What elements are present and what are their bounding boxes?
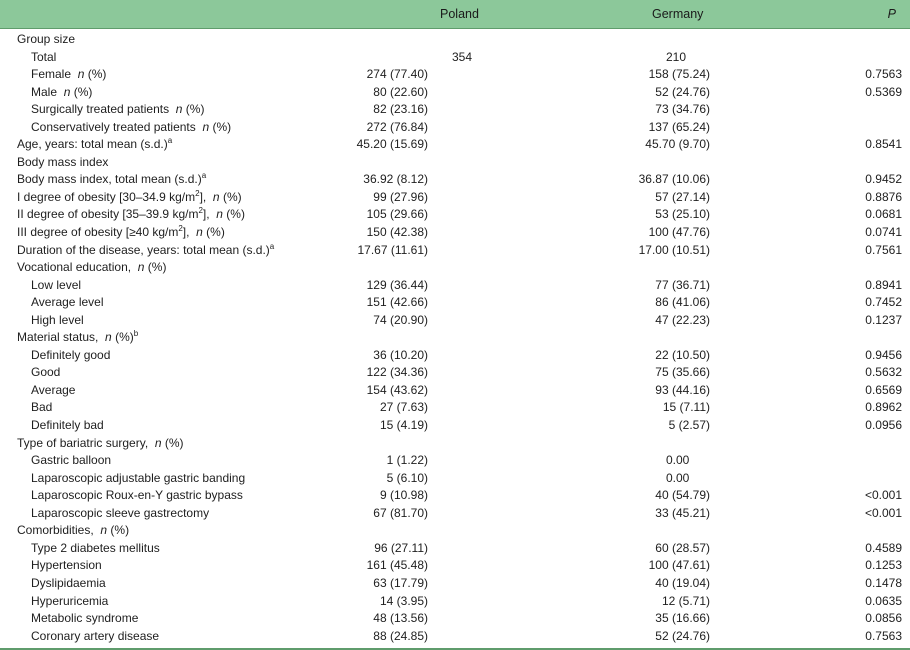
cell-poland: 17.67 (11.61) xyxy=(357,242,428,257)
cell-poland: 9 (10.98) xyxy=(379,488,428,503)
cell-p-value: 0.7452 xyxy=(865,295,902,310)
row-label-text: Total xyxy=(31,49,57,64)
row-label-text: Good xyxy=(31,365,61,380)
row-label xyxy=(31,471,245,485)
cell-p-value: 0.5369 xyxy=(865,84,902,99)
footnote-marker: a xyxy=(269,241,275,251)
cell-p-value: 0.0856 xyxy=(865,611,902,626)
row-label xyxy=(31,400,52,414)
row-label-text: Dyslipidaemia xyxy=(31,575,106,590)
cell-p-value: 0.0741 xyxy=(865,225,902,240)
table-row xyxy=(0,398,910,416)
cell-germany: 210 xyxy=(666,49,687,64)
row-label xyxy=(31,541,160,555)
table-row xyxy=(0,434,910,452)
cell-germany: 33 (45.21) xyxy=(655,505,710,520)
cell-p-value: 0.9456 xyxy=(865,347,902,362)
cell-germany: 77 (36.71) xyxy=(655,277,710,292)
table-row xyxy=(0,311,910,329)
cell-germany: 35 (16.66) xyxy=(655,611,710,626)
table-row xyxy=(0,469,910,487)
cell-germany: 45.70 (9.70) xyxy=(645,137,710,152)
table-row xyxy=(0,118,910,136)
cell-poland: 48 (13.56) xyxy=(373,611,428,626)
row-label xyxy=(31,611,138,625)
row-label-tail: ], xyxy=(182,225,190,240)
cell-p-value: 0.7563 xyxy=(865,628,902,643)
row-label-text: Definitely good xyxy=(31,347,111,362)
cell-germany: 15 (7.11) xyxy=(662,400,710,415)
cell-p-value: 0.7563 xyxy=(865,67,902,82)
table-row xyxy=(0,135,910,153)
row-label-text: Gastric balloon xyxy=(31,453,112,468)
n-percent-label: n (%) xyxy=(154,435,184,450)
cell-p-value: 0.0635 xyxy=(865,593,902,608)
row-label xyxy=(31,629,159,643)
row-label-text: Type 2 diabetes mellitus xyxy=(31,540,160,555)
row-label xyxy=(31,488,243,502)
row-label xyxy=(31,85,92,99)
cell-poland: 67 (81.70) xyxy=(373,505,428,520)
row-label xyxy=(31,295,104,309)
row-label-text: Group size xyxy=(17,32,76,46)
n-percent-label: n (%) xyxy=(212,189,242,204)
row-label-text: Average xyxy=(31,382,76,397)
cell-p-value: 0.8941 xyxy=(865,277,902,292)
row-label-text: Hypertension xyxy=(31,558,102,573)
cell-germany: 12 (5.71) xyxy=(661,593,710,608)
row-label xyxy=(31,365,60,379)
row-label xyxy=(17,243,274,257)
n-percent-label: n (%) xyxy=(175,102,205,117)
table-header xyxy=(0,0,910,29)
row-label-text: Female xyxy=(31,67,72,82)
cell-germany: 47 (22.23) xyxy=(655,312,710,327)
cell-poland: 151 (42.66) xyxy=(366,295,428,310)
cell-p-value: 0.0956 xyxy=(865,418,902,433)
row-label xyxy=(31,102,204,116)
cell-poland: 36 (10.20) xyxy=(373,347,428,362)
cell-p-value: 0.6569 xyxy=(865,382,902,397)
cell-p-value: 0.5632 xyxy=(865,365,902,380)
table-row xyxy=(0,627,910,645)
row-label-text: Coronary artery disease xyxy=(31,628,160,643)
row-label xyxy=(17,523,129,537)
unit-superscript: 2 xyxy=(198,206,203,216)
cell-poland: 154 (43.62) xyxy=(366,382,428,397)
row-label-text: Conservatively treated patients xyxy=(31,119,196,134)
row-label xyxy=(31,453,111,467)
cell-poland: 96 (27.11) xyxy=(374,540,428,555)
n-percent-label: n (%) xyxy=(77,67,107,82)
cell-poland: 129 (36.44) xyxy=(366,277,428,292)
row-label-tail: ], xyxy=(199,189,207,204)
cell-poland: 45.20 (15.69) xyxy=(356,137,428,152)
cell-poland: 63 (17.79) xyxy=(373,575,428,590)
column-header-germany: Germany xyxy=(652,7,704,21)
cell-poland: 150 (42.38) xyxy=(366,225,428,240)
table-row xyxy=(0,609,910,627)
row-label xyxy=(17,436,184,450)
row-label-text: Type of bariatric surgery, xyxy=(17,435,149,450)
table-row xyxy=(0,153,910,171)
cell-germany: 57 (27.14) xyxy=(655,189,710,204)
table-row xyxy=(0,100,910,118)
row-label-text: Body mass index xyxy=(17,154,109,169)
cell-poland: 122 (34.36) xyxy=(366,365,428,380)
row-label-text: Laparoscopic Roux-en-Y gastric bypass xyxy=(31,488,243,503)
row-label xyxy=(31,576,106,590)
row-label xyxy=(17,137,172,151)
table-row xyxy=(0,574,910,592)
table-row xyxy=(0,170,910,188)
cell-germany: 60 (28.57) xyxy=(655,540,710,555)
table-row xyxy=(0,521,910,539)
cell-p-value: 0.8876 xyxy=(865,189,902,204)
cell-poland: 27 (7.63) xyxy=(379,400,428,415)
row-label xyxy=(31,558,102,572)
cell-p-value: 0.1478 xyxy=(865,575,902,590)
n-percent-label: n (%) xyxy=(63,84,93,99)
cell-germany: 53 (25.10) xyxy=(655,207,710,222)
row-label-text: Metabolic syndrome xyxy=(31,611,139,626)
row-label xyxy=(17,32,75,46)
table-row xyxy=(0,451,910,469)
cell-poland: 105 (29.66) xyxy=(366,207,428,222)
cell-p-value: <0.001 xyxy=(864,505,902,520)
cell-germany: 0.00 xyxy=(666,453,690,468)
cell-p-value: 0.4589 xyxy=(865,540,902,555)
row-label-text: Surgically treated patients xyxy=(31,102,170,117)
cell-germany: 0.00 xyxy=(666,470,690,485)
cell-germany: 158 (75.24) xyxy=(648,67,710,82)
cell-germany: 100 (47.76) xyxy=(648,225,710,240)
cell-poland: 5 (6.10) xyxy=(386,470,428,485)
cell-poland: 272 (76.84) xyxy=(366,119,428,134)
row-label-text: High level xyxy=(31,312,84,327)
row-label-text: Hyperuricemia xyxy=(31,593,109,608)
cell-poland: 88 (24.85) xyxy=(373,628,428,643)
table-row xyxy=(0,346,910,364)
cell-p-value: 0.8962 xyxy=(865,400,902,415)
cell-poland: 161 (45.48) xyxy=(366,558,428,573)
table-row xyxy=(0,65,910,83)
row-label xyxy=(17,225,225,239)
table-row xyxy=(0,539,910,557)
table-row xyxy=(0,486,910,504)
cell-germany: 73 (34.76) xyxy=(655,102,710,117)
table-row xyxy=(0,188,910,206)
cell-germany: 137 (65.24) xyxy=(648,119,710,134)
row-label xyxy=(31,594,108,608)
table-body xyxy=(0,29,910,644)
cell-germany: 17.00 (10.51) xyxy=(638,242,710,257)
table-row xyxy=(0,328,910,346)
cell-poland: 82 (23.16) xyxy=(373,102,428,117)
table-row xyxy=(0,592,910,610)
row-label xyxy=(31,120,231,134)
column-header-poland: Poland xyxy=(440,7,479,21)
cell-poland: 99 (27.96) xyxy=(373,189,428,204)
table-row xyxy=(0,48,910,66)
row-label-text: Laparoscopic adjustable gastric banding xyxy=(31,470,246,485)
row-label xyxy=(31,278,81,292)
cell-germany: 5 (2.57) xyxy=(668,418,710,433)
row-label xyxy=(17,260,166,274)
table-row xyxy=(0,504,910,522)
row-label-text: Comorbidities, xyxy=(17,523,94,538)
table-row xyxy=(0,30,910,48)
cell-germany: 36.87 (10.06) xyxy=(638,172,710,187)
cell-poland: 80 (22.60) xyxy=(373,84,428,99)
n-percent-label: n (%) xyxy=(137,260,167,275)
cell-germany: 75 (35.66) xyxy=(655,365,710,380)
row-label xyxy=(31,50,56,64)
row-label-text: Average level xyxy=(31,295,104,310)
table-row xyxy=(0,381,910,399)
cell-poland: 14 (3.95) xyxy=(379,593,428,608)
row-label-text: Laparoscopic sleeve gastrectomy xyxy=(31,505,210,520)
table-row xyxy=(0,293,910,311)
row-label-text: Material status, xyxy=(17,330,99,345)
cell-germany: 22 (10.50) xyxy=(655,347,710,362)
cell-p-value: 0.1253 xyxy=(865,558,902,573)
n-percent-label: n (%) xyxy=(196,225,225,240)
table-row xyxy=(0,416,910,434)
cell-germany: 52 (24.76) xyxy=(655,84,710,99)
row-label xyxy=(17,155,108,169)
table-row xyxy=(0,556,910,574)
row-label xyxy=(31,383,75,397)
row-label-text: Low level xyxy=(31,277,82,292)
row-label xyxy=(31,67,106,81)
row-label-tail: ], xyxy=(202,207,210,222)
row-label-text: I degree of obesity [30–34.9 kg/m xyxy=(17,189,196,204)
n-percent-label: n (%) xyxy=(105,330,134,345)
cell-germany: 100 (47.61) xyxy=(648,558,710,573)
row-label xyxy=(31,418,104,432)
cell-poland: 1 (1.22) xyxy=(386,453,428,468)
row-label xyxy=(17,207,245,221)
cell-poland: 15 (4.19) xyxy=(379,418,428,433)
cell-germany: 40 (54.79) xyxy=(655,488,710,503)
table-row xyxy=(0,258,910,276)
column-header-p: P xyxy=(887,7,896,21)
row-label xyxy=(17,172,206,186)
row-label xyxy=(17,330,138,344)
row-label xyxy=(17,190,242,204)
n-percent-label: n (%) xyxy=(100,523,130,538)
cell-germany: 52 (24.76) xyxy=(655,628,710,643)
cell-poland: 74 (20.90) xyxy=(373,312,428,327)
cell-p-value: 0.9452 xyxy=(865,172,902,187)
footnote-marker: a xyxy=(201,171,207,181)
row-label-text: Bad xyxy=(31,400,53,415)
cell-germany: 86 (41.06) xyxy=(655,295,710,310)
table-row xyxy=(0,223,910,241)
cell-p-value: 0.0681 xyxy=(865,207,902,222)
n-percent-label: n (%) xyxy=(202,119,232,134)
row-label xyxy=(31,348,110,362)
row-label-text: Vocational education, xyxy=(17,260,132,275)
row-label-text: Age, years: total mean (s.d.) xyxy=(17,137,168,152)
cell-poland: 36.92 (8.12) xyxy=(363,172,428,187)
unit-superscript: 2 xyxy=(195,188,200,198)
n-percent-label: n (%) xyxy=(216,207,245,222)
row-label-text: Body mass index, total mean (s.d.) xyxy=(17,172,202,187)
cell-p-value: 0.7561 xyxy=(865,242,902,257)
unit-superscript: 2 xyxy=(178,224,183,234)
row-label-text: Male xyxy=(31,84,58,99)
cell-poland: 274 (77.40) xyxy=(366,67,428,82)
row-label xyxy=(31,313,84,327)
row-label-text: Duration of the disease, years: total mean (s.d.) xyxy=(17,242,270,257)
footnote-marker: a xyxy=(167,136,173,146)
cell-p-value: 0.1237 xyxy=(865,312,902,327)
cell-p-value: <0.001 xyxy=(864,488,902,503)
table-row xyxy=(0,363,910,381)
table-row xyxy=(0,83,910,101)
cell-germany: 40 (19.04) xyxy=(655,575,710,590)
row-label-text: III degree of obesity [≥40 kg/m xyxy=(17,225,179,240)
cell-p-value: 0.8541 xyxy=(865,137,902,152)
table-row xyxy=(0,205,910,223)
row-label xyxy=(31,506,209,520)
cell-germany: 93 (44.16) xyxy=(655,382,710,397)
row-label-text: II degree of obesity [35–39.9 kg/m xyxy=(17,207,199,222)
footnote-marker: b xyxy=(133,329,139,339)
row-label-text: Definitely bad xyxy=(31,418,104,433)
table-row xyxy=(0,276,910,294)
cell-poland: 354 xyxy=(452,49,473,64)
table-row xyxy=(0,241,910,259)
